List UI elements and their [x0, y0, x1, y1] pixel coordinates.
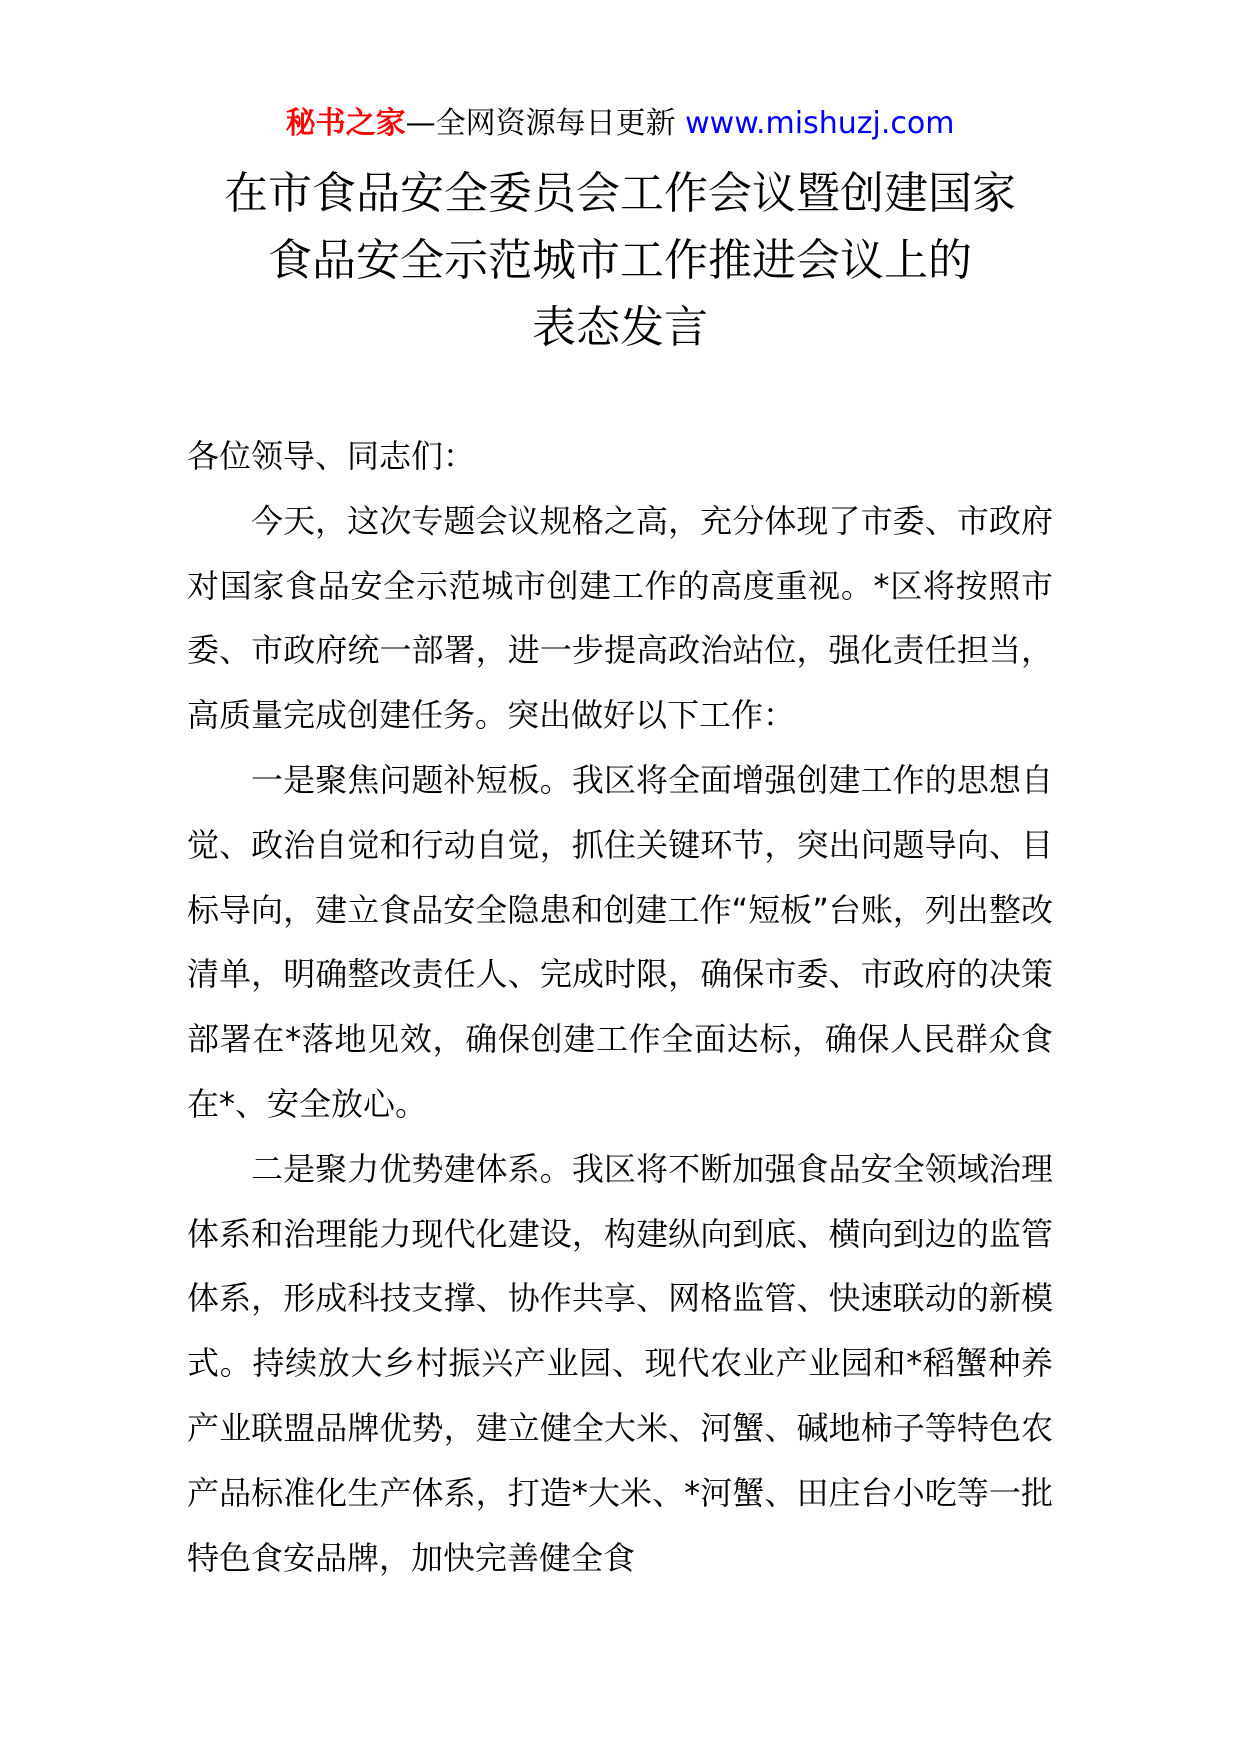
document-title	[0, 160, 1240, 361]
paragraph-point-2: 二是聚力优势建体系。我区将不断加强食品安全领域治理体系和治理能力现代化建设，构建纵向到底、横向到边的监管体系，形成科技支撑、协作共享、网格监管、快速联动的新模式。持续放大乡村振兴产业园、现代农业产业园和*稻蟹种养产业联盟品牌优势，建立健全大米、河蟹、碱地柿子等特色农产品标准化生产体系，打造*大米、*河蟹、田庄台小吃等一批特色食安品牌，加快完善健全食	[187, 1149, 1053, 1577]
brand-slogan: —全网资源每日更新	[405, 106, 686, 141]
document-body	[187, 424, 1053, 1590]
site-url[interactable]: www.mishuzj.com	[685, 106, 955, 141]
title-line-1: 在市食品安全委员会工作会议暨创建国家	[224, 168, 1016, 219]
title-line-3: 表态发言	[532, 302, 708, 353]
paragraph-point-1: 一是聚焦问题补短板。我区将全面增强创建工作的思想自觉、政治自觉和行动自觉，抓住关键环节，突出问题导向、目标导向，建立食品安全隐患和创建工作“短板”台账，列出整改清单，明确整改责任人、完成时限，确保市委、市政府的决策部署在*落地见效，确保创建工作全面达标，确保人民群众食在*、安全放心。	[187, 760, 1053, 1123]
salutation: 各位领导、同志们：	[187, 437, 476, 475]
paragraph-intro: 今天，这次专题会议规格之高，充分体现了市委、市政府对国家食品安全示范城市创建工作的高度重视。*区将按照市委、市政府统一部署，进一步提高政治站位，强化责任担当，高质量完成创建任务。突出做好以下工作：	[187, 501, 1053, 735]
site-watermark-header	[0, 104, 1240, 144]
brand-name: 秘书之家	[285, 106, 406, 141]
title-line-2: 食品安全示范城市工作推进会议上的	[268, 235, 972, 286]
